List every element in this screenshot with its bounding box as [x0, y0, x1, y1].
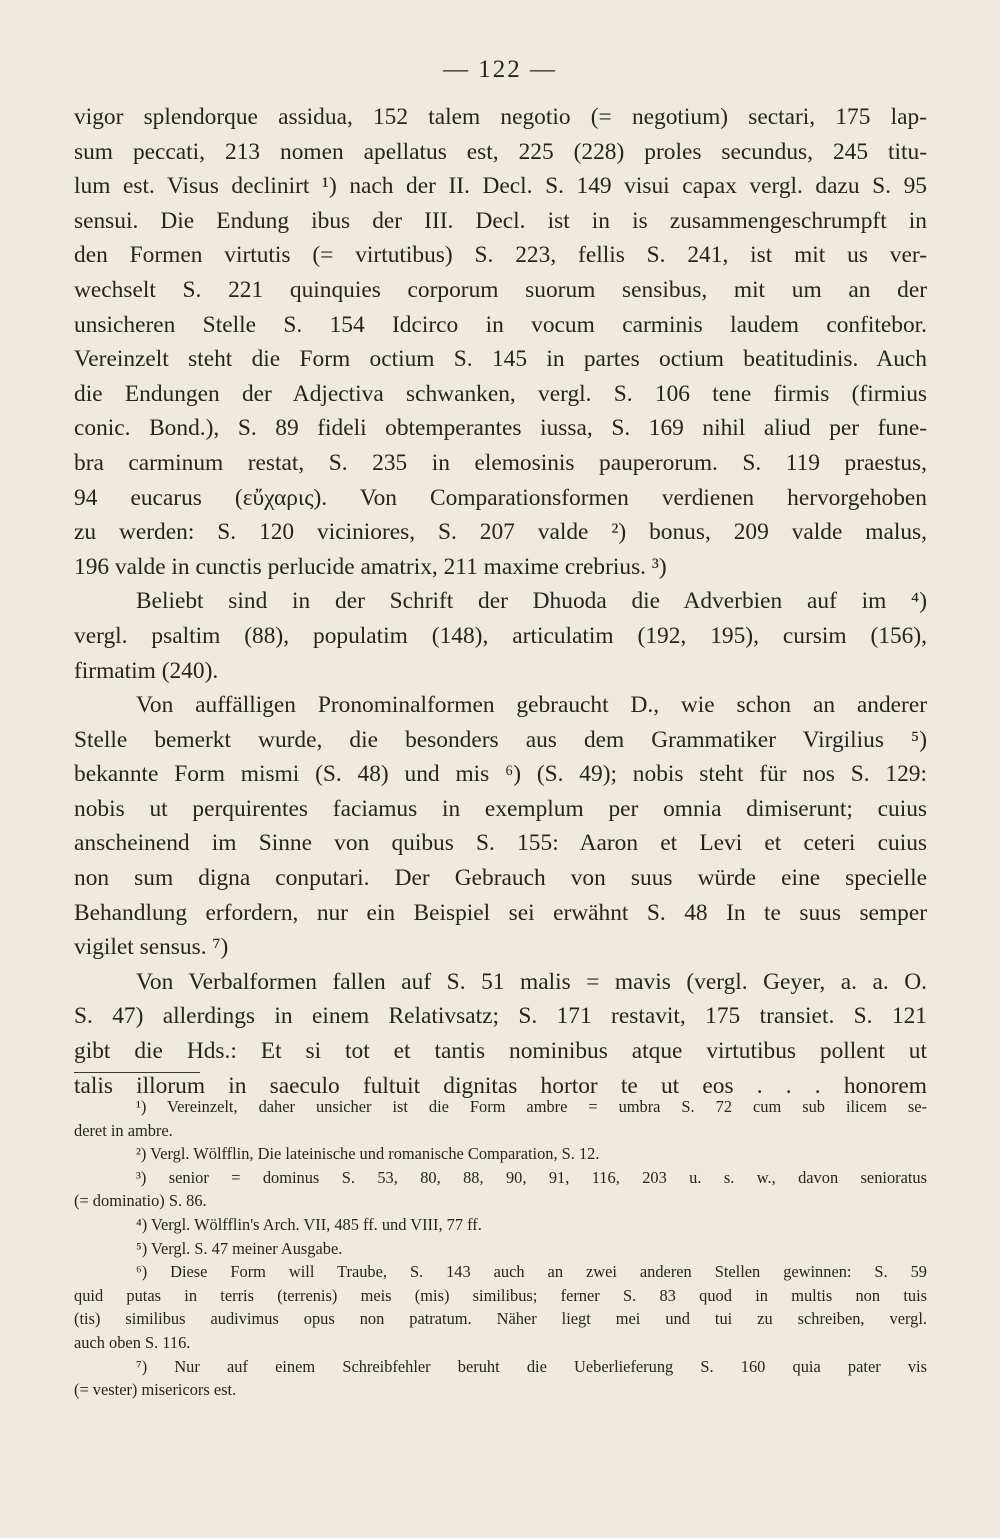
- footnote-separator: [74, 1072, 200, 1073]
- text-line: den Formen virtutis (= virtutibus) S. 223, fellis S. 241, ist mit us ver-: [74, 242, 927, 269]
- text-line: nobis ut perquirentes faciamus in exemplum per omnia dimiserunt; cuius: [74, 795, 927, 822]
- text-line: Behandlung erfordern, nur ein Beispiel sei erwähnt S. 48 In te suus semper: [74, 899, 927, 926]
- main-text: [74, 100, 927, 1103]
- footnote-line: (tis) similibus audivimus opus non patratum. Näher liegt mei und tui zu schreiben, vergl.: [74, 1309, 927, 1329]
- text-line: unsicheren Stelle S. 154 Idcirco in vocum carminis laudem confitebor.: [74, 311, 927, 338]
- text-line: anscheinend im Sinne von quibus S. 155: Aaron et Levi et ceteri cuius: [74, 830, 927, 857]
- text-line: Beliebt sind in der Schrift der Dhuoda die Adverbien auf im ⁴): [136, 588, 927, 615]
- text-line: 196 valde in cunctis perlucide amatrix, 211 maxime crebrius. ³): [74, 553, 667, 580]
- footnote-line: quid putas in terris (terrenis) meis (mis) similibus; ferner S. 83 quod in multis non tuis: [74, 1285, 927, 1305]
- text-line: Von Verbalformen fallen auf S. 51 malis = mavis (vergl. Geyer, a. a. O.: [136, 968, 927, 995]
- text-line: vigilet sensus. ⁷): [74, 934, 229, 961]
- text-line: sum peccati, 213 nomen apellatus est, 225 (228) proles secundus, 245 titu-: [74, 138, 927, 165]
- footnote-line: ⁷) Nur auf einem Schreibfehler beruht die Ueberlieferung S. 160 quia pater vis: [136, 1356, 927, 1376]
- text-line: S. 47) allerdings in einem Relativsatz; S. 171 restavit, 175 transiet. S. 121: [74, 1003, 927, 1030]
- footnote-line: (= vester) misericors est.: [74, 1380, 237, 1400]
- text-line: vigor splendorque assidua, 152 talem negotio (= negotium) sectari, 175 lap-: [74, 104, 927, 130]
- text-line: talis illorum in saeculo fultuit dignitas hortor te ut eos . . . honorem: [74, 1072, 927, 1099]
- footnote-line: ³) senior = dominus S. 53, 80, 88, 90, 91, 116, 203 u. s. w., davon senioratus: [136, 1167, 927, 1187]
- text-line: Vereinzelt steht die Form octium S. 145 in partes octium beatitudinis. Auch: [74, 346, 927, 373]
- text-line: 94 eucarus (εὔχαρις). Von Comparationsformen verdienen hervorgehoben: [74, 484, 927, 511]
- text-line: vergl. psaltim (88), populatim (148), articulatim (192, 195), cursim (156),: [74, 622, 927, 649]
- footnote-line: ⁴) Vergl. Wölfflin's Arch. VII, 485 ff. und VIII, 77 ff.: [136, 1214, 482, 1234]
- footnote-line: auch oben S. 116.: [74, 1332, 191, 1352]
- footnote-line: ⁶) Diese Form will Traube, S. 143 auch an zwei anderen Stellen gewinnen: S. 59: [136, 1262, 927, 1282]
- text-line: die Endungen der Adjectiva schwanken, vergl. S. 106 tene firmis (firmius: [74, 380, 927, 407]
- footnote-line: (= dominatio) S. 86.: [74, 1191, 207, 1211]
- page-number: — 122 —: [443, 56, 557, 83]
- footnotes: [74, 1095, 927, 1402]
- footnote-line: ²) Vergl. Wölfflin, Die lateinische und romanische Comparation, S. 12.: [136, 1144, 600, 1164]
- text-line: Stelle bemerkt wurde, die besonders aus dem Grammatiker Virgilius ⁵): [74, 726, 927, 753]
- text-line: gibt die Hds.: Et si tot et tantis nominibus atque virtutibus pollent ut: [74, 1038, 927, 1065]
- footnote-line: ¹) Vereinzelt, daher unsicher ist die Form ambre = umbra S. 72 cum sub ilicem se-: [136, 1097, 927, 1116]
- text-line: Von auffälligen Pronominalformen gebraucht D., wie schon an anderer: [136, 692, 927, 719]
- text-line: bekannte Form mismi (S. 48) und mis ⁶) (S. 49); nobis steht für nos S. 129:: [74, 761, 927, 788]
- footnote-line: ⁵) Vergl. S. 47 meiner Ausgabe.: [136, 1238, 343, 1258]
- text-line: lum est. Visus declinirt ¹) nach der II. Decl. S. 149 visui capax vergl. dazu S. 95: [74, 173, 927, 200]
- text-line: firmatim (240).: [74, 657, 219, 684]
- text-line: wechselt S. 221 quinquies corporum suorum sensibus, mit um an der: [74, 276, 927, 303]
- footnote-line: deret in ambre.: [74, 1120, 173, 1140]
- text-line: zu werden: S. 120 viciniores, S. 207 valde ²) bonus, 209 valde malus,: [74, 519, 927, 546]
- text-line: non sum digna conputari. Der Gebrauch von suus würde eine specielle: [74, 865, 927, 892]
- text-line: sensui. Die Endung ibus der III. Decl. ist in is zusammengeschrumpft in: [74, 207, 927, 234]
- text-line: conic. Bond.), S. 89 fideli obtemperantes iussa, S. 169 nihil aliud per fune-: [74, 415, 927, 442]
- text-line: bra carminum restat, S. 235 in elemosinis pauperorum. S. 119 praestus,: [74, 449, 927, 476]
